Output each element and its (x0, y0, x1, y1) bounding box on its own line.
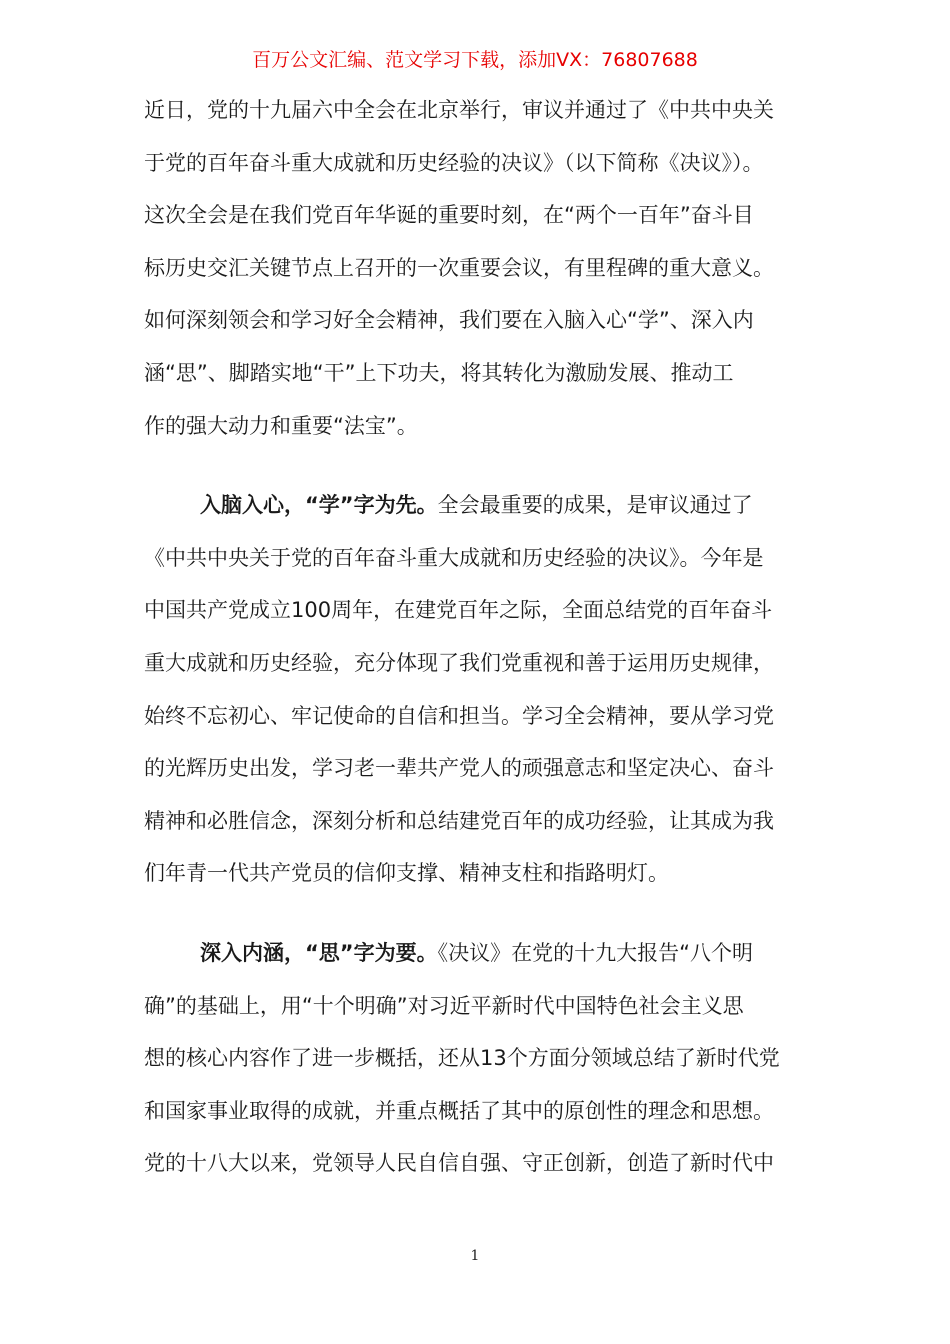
text-line-first (144, 927, 808, 980)
page-number: 1 (470, 1248, 480, 1264)
text-line: 这次全会是在我们党百年华诞的重要时刻，在“两个一百年”奋斗目 (144, 203, 754, 228)
text-line: 精神和必胜信念，深刻分析和总结建党百年的成功经验，让其成为我 (144, 808, 774, 833)
text-line: 们年青一代共产党员的信仰支撑、精神支柱和指路明灯。 (144, 861, 669, 886)
text-line: 始终不忘初心、牢记使命的自信和担当。学习全会精神，要从学习党 (144, 703, 774, 728)
watermark-header: 百万公文汇编、范文学习下载，添加VX：76807688 (252, 49, 698, 71)
text-run: 全会最重要的成果，是审议通过了 (437, 493, 753, 518)
text-line: 涵“思”、脚踏实地“干”上下功夫，将其转化为激励发展、推动工 (144, 360, 734, 385)
text-line: 如何深刻领会和学习好全会精神，我们要在入脑入心“学”、深入内 (144, 308, 754, 333)
paragraph-think (144, 927, 808, 1190)
section-heading-think: 深入内涵，“思”字为要。 (200, 940, 438, 965)
paragraph-gap (144, 900, 808, 927)
text-line: 党的十八大以来，党领导人民自信自强、守正创新，创造了新时代中 (144, 1151, 774, 1176)
text-line: 想的核心内容作了进一步概括，还从13个方面分领域总结了新时代党 (144, 1046, 780, 1071)
document-body (144, 84, 808, 1190)
text-line: 近日，党的十九届六中全会在北京举行，审议并通过了《中共中央关 (144, 98, 774, 122)
text-line: 和国家事业取得的成就，并重点概括了其中的原创性的理念和思想。 (144, 1098, 774, 1123)
paragraph-intro (144, 84, 808, 452)
text-line: 于党的百年奋斗重大成就和历史经验的决议》（以下简称《决议》）。 (144, 150, 764, 175)
section-heading-learn: 入脑入心，“学”字为先。 (200, 493, 438, 518)
text-line-first (144, 479, 808, 532)
paragraph-gap (144, 452, 808, 479)
text-line: 的光辉历史出发，学习老一辈共产党人的顽强意志和坚定决心、奋斗 (144, 756, 774, 781)
text-line: 中国共产党成立100周年，在建党百年之际，全面总结党的百年奋斗 (144, 598, 773, 623)
text-line: 确”的基础上，用“十个明确”对习近平新时代中国特色社会主义思 (144, 993, 744, 1018)
text-line: 重大成就和历史经验，充分体现了我们党重视和善于运用历史规律， (144, 650, 774, 675)
text-run: 《决议》在党的十九大报告“八个明 (437, 940, 753, 965)
text-line: 《中共中央关于党的百年奋斗重大成就和历史经验的决议》。今年是 (144, 545, 764, 570)
paragraph-learn (144, 479, 808, 900)
text-line: 作的强大动力和重要“法宝”。 (144, 413, 418, 438)
text-line: 标历史交汇关键节点上召开的一次重要会议，有里程碑的重大意义。 (144, 255, 774, 280)
